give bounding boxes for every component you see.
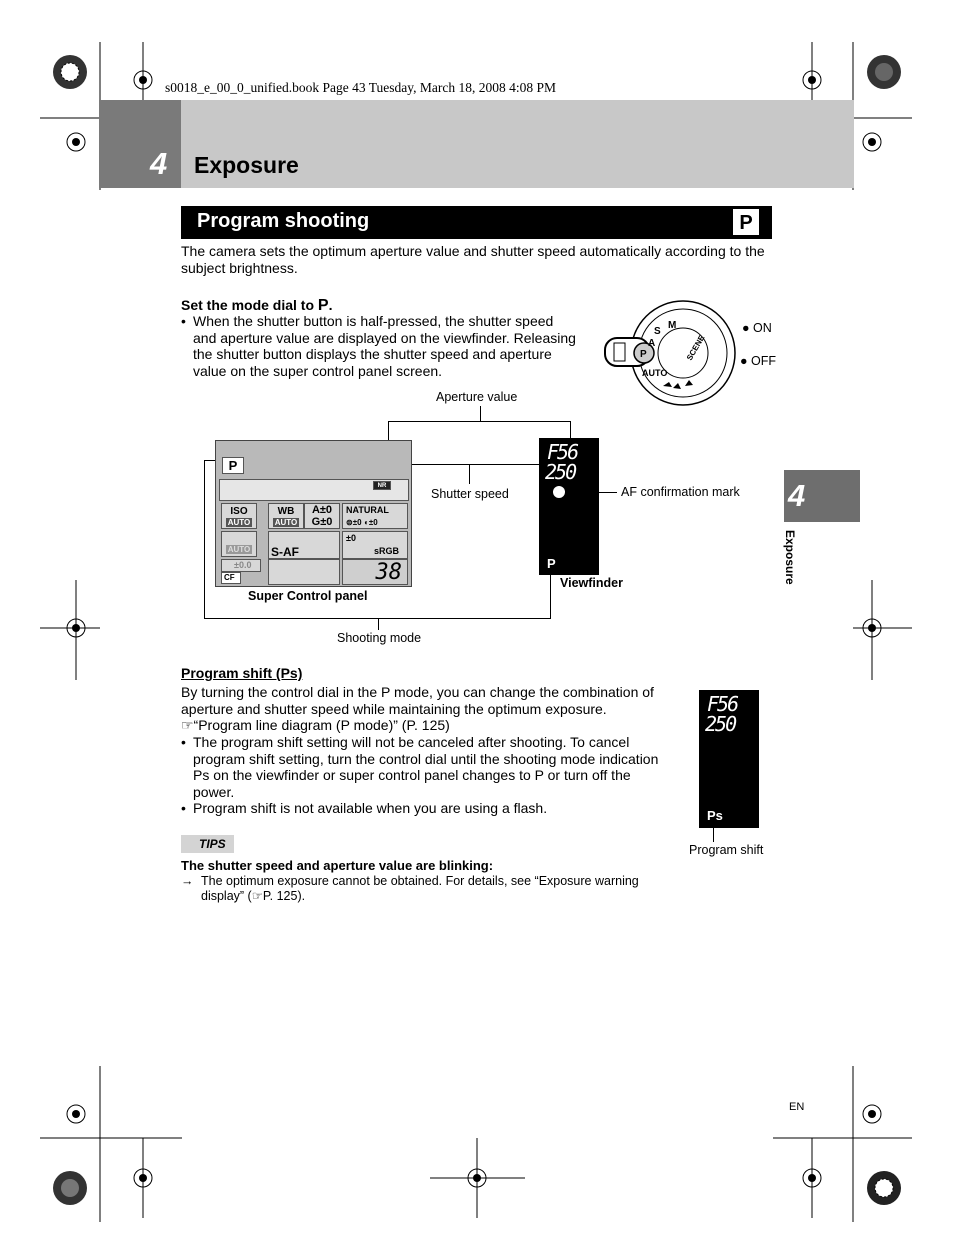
step-heading-suffix: .: [328, 297, 333, 313]
panel-nr: NR: [373, 481, 391, 490]
super-control-panel: [215, 440, 412, 587]
svg-text:AUTO: AUTO: [642, 368, 668, 378]
program-shift-viewfinder: [699, 690, 759, 828]
tips-label: TIPS: [181, 835, 234, 853]
step-line: the shutter button displays the shutter speed and aperture: [193, 346, 552, 363]
panel-iso-val: AUTO: [227, 518, 251, 527]
mode-badge: P: [732, 208, 760, 236]
step-line: When the shutter button is half-pressed, the shutter speed: [193, 313, 554, 329]
shift-bullet: •: [181, 800, 186, 816]
svg-text:SCENE: SCENE: [684, 333, 707, 362]
dial-off-text: OFF: [751, 354, 777, 368]
chapter-number: 4: [150, 146, 168, 181]
tips-arrow: →: [181, 874, 194, 888]
tips-line: display” (☞P. 125).: [201, 889, 306, 903]
tips-line: The optimum exposure cannot be obtained. For details, see “Exposure warning: [201, 874, 639, 888]
panel-shots-text: 38: [375, 560, 402, 585]
af-confirmation-label: AF confirmation mark: [621, 485, 740, 499]
leader-line: [204, 460, 205, 618]
panel-quality: [268, 559, 340, 585]
leader-line: [480, 406, 481, 421]
program-shift-caption: Program shift: [689, 843, 764, 857]
svg-text:M: M: [668, 320, 677, 331]
shift-bullet-line: program shift setting, turn the control dial until the shooting mode indication: [193, 750, 659, 767]
panel-wb-text: WB: [277, 506, 295, 517]
step-heading-text: Set the mode dial to: [181, 297, 318, 313]
panel-drive-af: [268, 531, 340, 559]
panel-iso-text: ISO: [230, 506, 248, 517]
svg-text:P: P: [640, 349, 647, 360]
shift-vf-aperture: F56: [707, 692, 738, 716]
panel-picture-text: NATURAL: [346, 505, 389, 515]
panel-exp-comp: [221, 559, 261, 572]
step-line: and aperture value are displayed on the viewfinder. Releasing: [193, 329, 576, 346]
panel-contrast: ◐±0: [364, 518, 378, 527]
panel-exp-comp-val: ±0.0: [234, 560, 252, 570]
panel-mode: P: [222, 457, 244, 474]
panel-wb-adjust: [304, 503, 340, 529]
leader-line: [550, 572, 551, 619]
panel-shots-remaining: [342, 559, 408, 585]
tips-heading: The shutter speed and aperture value are blinking:: [181, 858, 494, 873]
leader-line: [469, 464, 470, 484]
super-control-panel-label: Super Control panel: [248, 589, 368, 603]
panel-g-adjust: G±0: [311, 516, 333, 528]
shift-bullet-text: [193, 734, 693, 800]
section-title: Program shooting: [197, 210, 370, 232]
step-bullet: •: [181, 313, 186, 329]
svg-text:A: A: [648, 338, 656, 349]
panel-saturation: ±0: [346, 533, 356, 543]
shift-line: aperture and shutter speed while maintaining the optimum exposure.: [181, 700, 607, 717]
step-bullet-text: [193, 313, 603, 379]
shift-bullet-flash: Program shift is not available when you are using a flash.: [193, 800, 548, 816]
panel-af-mode: S-AF: [271, 545, 299, 559]
shift-bullet-line: power.: [193, 783, 235, 800]
program-shift-heading: Program shift (Ps): [181, 665, 303, 681]
tips-text: [201, 874, 681, 904]
panel-iso: [221, 503, 257, 529]
svg-text:S: S: [654, 326, 661, 337]
panel-flash: [221, 531, 257, 557]
panel-flash-val: AUTO: [227, 545, 251, 554]
vf-mode: P: [547, 556, 556, 571]
shift-vf-shutter: 250: [705, 712, 736, 736]
side-chapter-number: 4: [788, 478, 806, 513]
viewfinder-display: [539, 438, 599, 575]
vf-aperture: F56: [547, 440, 578, 464]
step-heading: [181, 297, 332, 315]
language-footer: EN: [789, 1101, 805, 1113]
step-line: value on the super control panel screen.: [193, 362, 443, 379]
shift-bullet-line: Ps on the viewfinder or super control panel changes to P or turn off the: [193, 767, 631, 784]
panel-color-space: sRGB: [374, 546, 400, 556]
chapter-title: Exposure: [194, 152, 299, 178]
vf-shutter: 250: [545, 460, 576, 484]
shift-vf-mode: Ps: [707, 808, 723, 823]
panel-saturation-color: [342, 531, 408, 559]
panel-wb: [268, 503, 304, 529]
shift-line: By turning the control dial in the P mode, you can change the combination of: [181, 684, 654, 700]
panel-wb-val: AUTO: [274, 518, 298, 527]
shooting-mode-label: Shooting mode: [337, 631, 422, 645]
af-confirmation-icon: [553, 486, 565, 498]
program-shift-text: [181, 684, 681, 734]
dial-on-text: ON: [753, 321, 772, 335]
leader-line: [388, 421, 389, 441]
shift-bullet-line: The program shift setting will not be canceled after shooting. To cancel: [193, 734, 630, 750]
dial-on-label: ● ON: [742, 321, 772, 335]
leader-line: [378, 618, 379, 630]
shift-bullet: •: [181, 734, 186, 750]
shift-reference: ☞“Program line diagram (P mode)” (P. 125): [181, 717, 450, 734]
leader-line: [713, 828, 714, 842]
shutter-speed-label: Shutter speed: [431, 487, 509, 501]
mode-dial-illustration: [600, 298, 740, 410]
book-file-header: s0018_e_00_0_unified.book Page 43 Tuesday, March 18, 2008 4:08 PM: [165, 80, 556, 95]
step-heading-mode: P: [317, 297, 329, 314]
leader-line: [388, 421, 571, 422]
viewfinder-label: Viewfinder: [560, 576, 623, 590]
panel-picture-mode: [342, 503, 408, 529]
chapter-number-box: [99, 100, 181, 188]
side-chapter-title: Exposure: [783, 530, 797, 585]
dial-off-label: ● OFF: [740, 354, 777, 368]
panel-sharpness: ⊜±0: [346, 518, 362, 527]
panel-cf: CF: [221, 572, 241, 584]
aperture-value-label: Aperture value: [436, 390, 518, 404]
intro-text: The camera sets the optimum aperture value and shutter speed automatically according to the subject brightness.: [181, 243, 765, 276]
panel-a-adjust: A±0: [311, 504, 333, 516]
